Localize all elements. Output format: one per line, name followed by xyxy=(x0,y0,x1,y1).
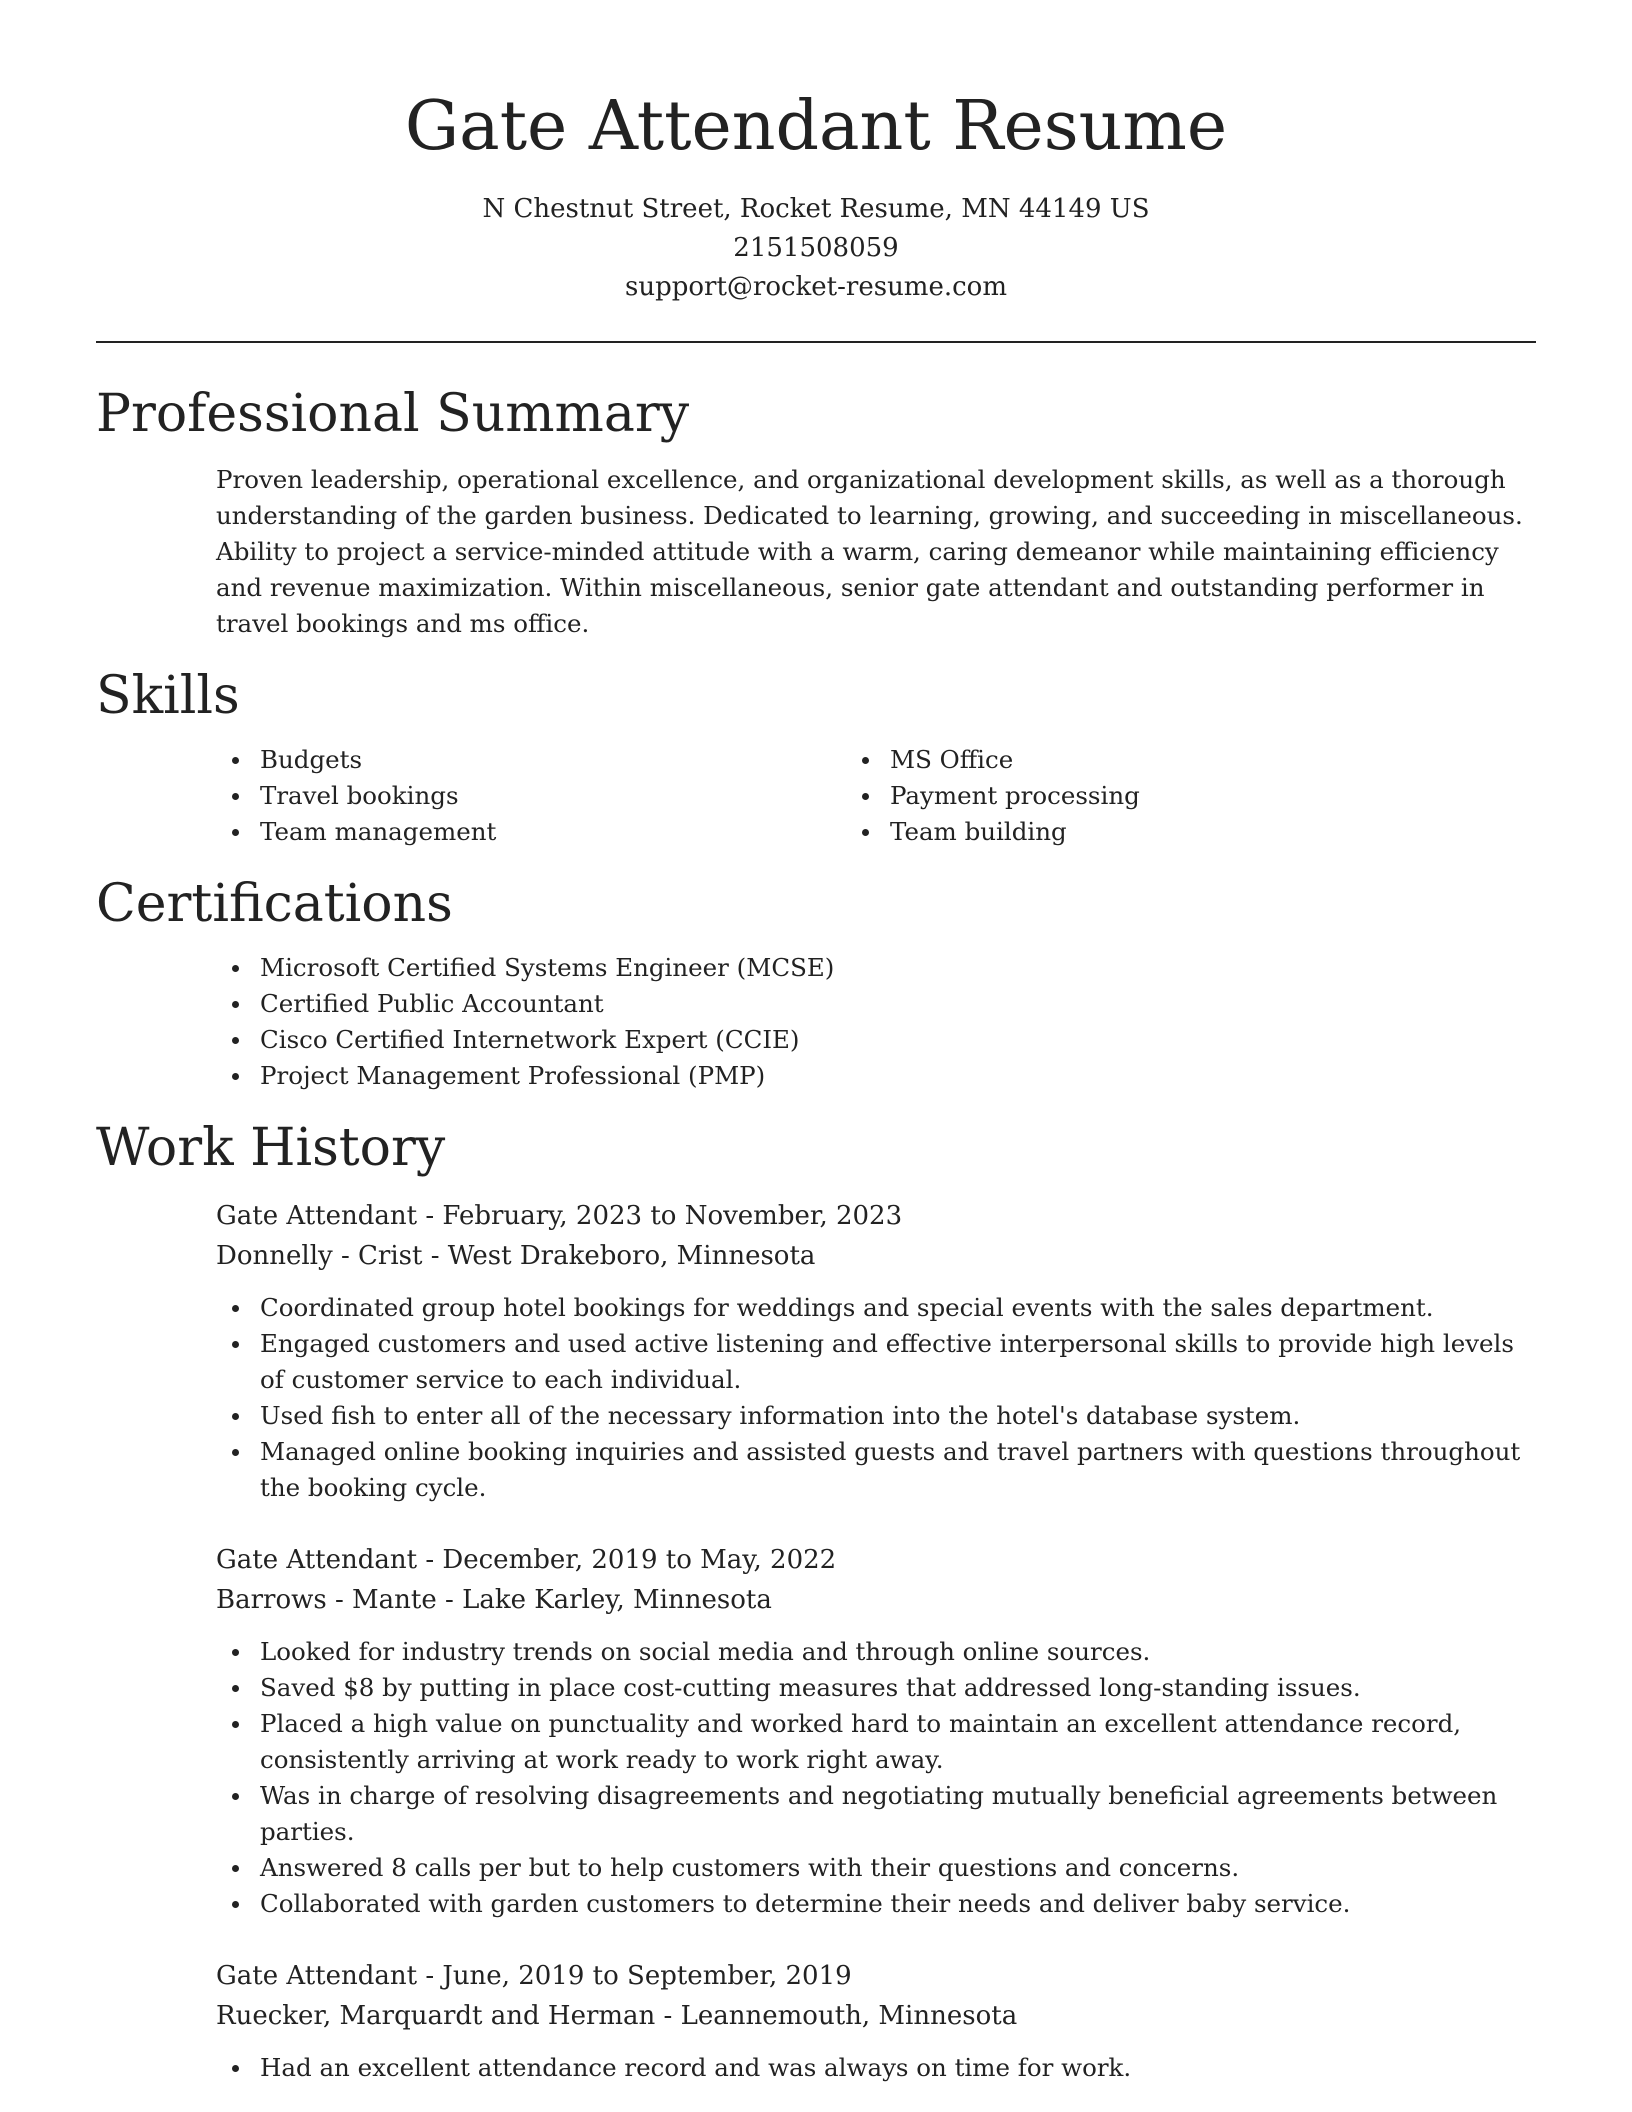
job-duty: Collaborated with garden customers to determine their needs and deliver baby service. xyxy=(216,1886,1536,1922)
job-title-line: Gate Attendant - June, 2019 to September, 2019 xyxy=(216,1961,852,1991)
job-location: West Drakeboro, Minnesota xyxy=(447,1241,816,1271)
resume-header xyxy=(0,0,1632,307)
job-duty: Had an excellent attendance record and was always on time for work. xyxy=(216,2050,1536,2086)
job-location: Leannemouth, Minnesota xyxy=(680,2001,1018,2031)
skills-columns xyxy=(96,742,1536,850)
job-company: Ruecker, Marquardt and Herman xyxy=(216,2001,656,2031)
skills-heading: Skills xyxy=(96,666,240,726)
job-title-line: Gate Attendant - December, 2019 to May, 2022 xyxy=(216,1545,837,1575)
summary-section xyxy=(96,380,1536,642)
job-title: Gate Attendant xyxy=(216,1201,418,1231)
certifications-section xyxy=(96,870,1536,1094)
address: N Chestnut Street, Rocket Resume, MN 44149 US xyxy=(482,194,1150,224)
resume-body xyxy=(96,380,1536,2086)
certifications-heading: Certifications xyxy=(96,874,453,934)
skills-right-list xyxy=(846,742,1376,850)
job-company: Barrows - Mante xyxy=(216,1585,437,1615)
job-entry xyxy=(216,1540,1536,1922)
job-duties-list xyxy=(216,1290,1536,1506)
work-history-heading: Work History xyxy=(96,1118,446,1178)
resume-title: Gate Attendant Resume xyxy=(404,87,1228,166)
job-title-line: Gate Attendant - February, 2023 to November, 2023 xyxy=(216,1201,903,1231)
summary-text: Proven leadership, operational excellence, and organizational development skills, as well as a thorough understanding of the garden business. Dedicated to learning, growing, and succeeding in miscellaneous. Ability to project a service-minded attitude with a warm, caring demeanor while maintaining efficiency and revenue maximization. Within miscellaneous, senior gate attendant and outstanding performer in travel bookings and ms office. xyxy=(216,465,1523,638)
skill-item: Team management xyxy=(216,814,746,850)
summary-heading: Professional Summary xyxy=(96,384,690,444)
job-duty: Answered 8 calls per but to help customers with their questions and concerns. xyxy=(216,1850,1536,1886)
job-dates: June, 2019 to September, 2019 xyxy=(442,1961,852,1991)
skill-item: Budgets xyxy=(216,742,746,778)
job-dates: February, 2023 to November, 2023 xyxy=(442,1201,903,1231)
job-location: Lake Karley, Minnesota xyxy=(462,1585,772,1615)
job-duty: Coordinated group hotel bookings for weddings and special events with the sales department. xyxy=(216,1290,1536,1326)
job-duty: Managed online booking inquiries and assisted guests and travel partners with questions throughout the booking cycle. xyxy=(216,1434,1536,1506)
skills-left-list xyxy=(216,742,746,850)
job-company: Donnelly - Crist xyxy=(216,1241,423,1271)
skill-item: Team building xyxy=(846,814,1376,850)
header-divider xyxy=(96,341,1536,343)
job-entry xyxy=(216,1956,1536,2086)
job-duty: Saved $8 by putting in place cost-cutting measures that addressed long-standing issues. xyxy=(216,1670,1536,1706)
phone: 2151508059 xyxy=(733,233,899,263)
skill-item: MS Office xyxy=(846,742,1376,778)
email: support@rocket-resume.com xyxy=(624,272,1007,302)
certification-item: Certified Public Accountant xyxy=(216,986,1536,1022)
certification-item: Microsoft Certified Systems Engineer (MCSE) xyxy=(216,950,1536,986)
skill-item: Travel bookings xyxy=(216,778,746,814)
skill-item: Payment processing xyxy=(846,778,1376,814)
contact-info xyxy=(0,190,1632,307)
job-dates: December, 2019 to May, 2022 xyxy=(442,1545,837,1575)
job-duties-list xyxy=(216,2050,1536,2086)
job-title: Gate Attendant xyxy=(216,1545,418,1575)
job-entry xyxy=(216,1196,1536,1506)
job-company-line: Barrows - Mante - Lake Karley, Minnesota xyxy=(216,1585,772,1615)
certifications-list xyxy=(216,950,1536,1094)
certification-item: Cisco Certified Internetwork Expert (CCIE) xyxy=(216,1022,1536,1058)
job-duty: Was in charge of resolving disagreements and negotiating mutually beneficial agreements between parties. xyxy=(216,1778,1536,1850)
job-company-line: Ruecker, Marquardt and Herman - Leannemouth, Minnesota xyxy=(216,2001,1018,2031)
certification-item: Project Management Professional (PMP) xyxy=(216,1058,1536,1094)
job-title: Gate Attendant xyxy=(216,1961,418,1991)
job-duty: Used fish to enter all of the necessary information into the hotel's database system. xyxy=(216,1398,1536,1434)
job-duty: Engaged customers and used active listening and effective interpersonal skills to provide high levels of customer service to each individual. xyxy=(216,1326,1536,1398)
job-duty: Placed a high value on punctuality and worked hard to maintain an excellent attendance record, consistently arriving at work ready to work right away. xyxy=(216,1706,1536,1778)
work-history-section xyxy=(96,1114,1536,2086)
skills-section xyxy=(96,662,1536,850)
job-duty: Looked for industry trends on social media and through online sources. xyxy=(216,1634,1536,1670)
job-company-line: Donnelly - Crist - West Drakeboro, Minnesota xyxy=(216,1241,816,1271)
job-duties-list xyxy=(216,1634,1536,1922)
